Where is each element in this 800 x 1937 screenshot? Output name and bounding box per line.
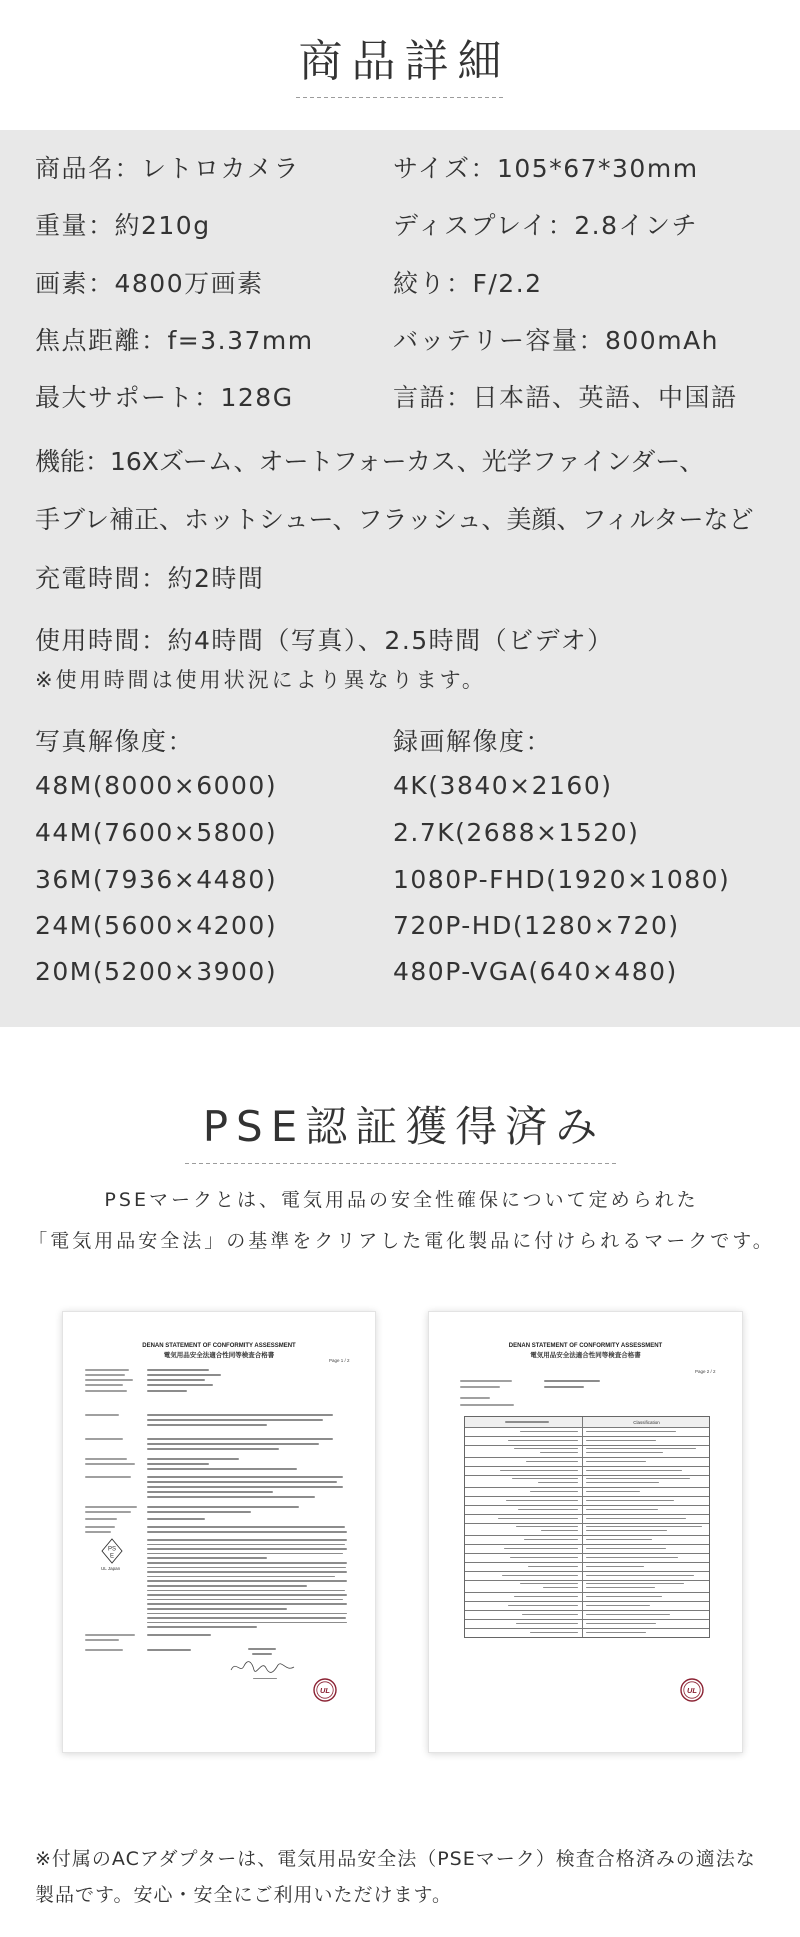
table-cell-text bbox=[508, 1605, 578, 1607]
spec-usage-time: 使用時間：約4時間（写真）、2.5時間（ビデオ） bbox=[35, 626, 614, 655]
table-cell-text bbox=[524, 1539, 578, 1541]
table-row-divider bbox=[465, 1487, 709, 1488]
video-resolution-item: 4K(3840×2160) bbox=[393, 771, 613, 800]
document-label-line bbox=[85, 1476, 131, 1478]
table-cell-text bbox=[586, 1500, 674, 1502]
document-heading: DENAN STATEMENT OF CONFORMITY ASSESSMENT bbox=[508, 1343, 663, 1349]
table-cell-text bbox=[500, 1470, 578, 1472]
document-text-line bbox=[147, 1590, 345, 1592]
document-text-line bbox=[147, 1496, 315, 1498]
photo-resolution-item: 48M(8000×6000) bbox=[35, 771, 278, 800]
table-cell-text bbox=[543, 1587, 578, 1589]
document-subheading: 電気用品安全法適合性同等検査合格書 bbox=[163, 1351, 275, 1359]
document-text-line bbox=[147, 1379, 205, 1381]
table-row-divider bbox=[465, 1535, 709, 1536]
video-resolution-item: 480P-VGA(640×480) bbox=[393, 957, 678, 986]
photo-resolution-item: 20M(5200×3900) bbox=[35, 957, 278, 986]
spec-weight: 重量：約210g bbox=[35, 211, 211, 240]
document-label-line bbox=[85, 1414, 119, 1416]
table-row-divider bbox=[465, 1496, 709, 1497]
document-text-line bbox=[544, 1380, 600, 1382]
table-cell-text bbox=[516, 1526, 578, 1528]
section-title-pse: PSE認証獲得済み bbox=[202, 1102, 606, 1151]
table-row-divider bbox=[465, 1619, 709, 1620]
document-text-line bbox=[147, 1649, 191, 1651]
table-cell-text bbox=[586, 1575, 694, 1577]
title-divider bbox=[185, 1163, 617, 1164]
document-label-line bbox=[85, 1639, 119, 1641]
table-cell-text bbox=[522, 1614, 578, 1616]
table-row-divider bbox=[465, 1505, 709, 1506]
document-text-line bbox=[147, 1390, 187, 1392]
table-cell-text bbox=[586, 1509, 658, 1511]
document-text-line bbox=[544, 1386, 584, 1388]
adapter-note-line-1: ※付属のACアダプターは、電気用品安全法（PSEマーク）検査合格済みの適法な bbox=[35, 1848, 756, 1870]
document-text-line bbox=[147, 1544, 345, 1546]
table-row-divider bbox=[465, 1466, 709, 1467]
table-cell-text bbox=[586, 1632, 646, 1634]
table-cell-text bbox=[586, 1623, 656, 1625]
conformity-statement-page-2 bbox=[428, 1311, 743, 1753]
document-text-line bbox=[147, 1511, 251, 1513]
document-label-line bbox=[460, 1397, 490, 1399]
table-cell-text bbox=[586, 1452, 663, 1454]
document-label-line bbox=[85, 1518, 117, 1520]
document-text-line bbox=[147, 1518, 205, 1520]
table-cell-text bbox=[586, 1440, 656, 1442]
ul-logo-icon bbox=[313, 1678, 337, 1702]
document-text-line bbox=[147, 1476, 343, 1478]
spec-usage-note: ※使用時間は使用状況により異なります。 bbox=[35, 668, 486, 692]
table-row-divider bbox=[465, 1553, 709, 1554]
photo-resolution-item: 24M(5600×4200) bbox=[35, 911, 278, 940]
photo-resolution-item: 44M(7600×5800) bbox=[35, 818, 278, 847]
pse-description-line-1: PSEマークとは、電気用品の安全性確保について定められた bbox=[104, 1189, 699, 1211]
table-cell-text bbox=[540, 1452, 578, 1454]
table-cell-text bbox=[528, 1566, 578, 1568]
document-text-line bbox=[147, 1608, 287, 1610]
photo-resolution-item: 36M(7936×4480) bbox=[35, 865, 278, 894]
table-row-divider bbox=[465, 1514, 709, 1515]
table-cell-text bbox=[586, 1491, 640, 1493]
spec-display: ディスプレイ：2.8インチ bbox=[393, 211, 699, 240]
table-row-divider bbox=[465, 1457, 709, 1458]
document-subheading: 電気用品安全法適合性同等検査合格書 bbox=[530, 1351, 641, 1359]
table-cell-text bbox=[506, 1500, 578, 1502]
table-cell-text bbox=[586, 1566, 644, 1568]
document-text-line bbox=[147, 1448, 279, 1450]
document-text-line bbox=[147, 1491, 273, 1493]
document-label-line bbox=[85, 1384, 123, 1386]
table-cell-text bbox=[530, 1632, 578, 1634]
ul-logo-letters: UL bbox=[687, 1685, 697, 1695]
document-heading: DENAN STATEMENT OF CONFORMITY ASSESSMENT bbox=[142, 1343, 296, 1349]
table-cell-text bbox=[586, 1482, 659, 1484]
document-label-line bbox=[85, 1506, 137, 1508]
document-label-line bbox=[85, 1374, 125, 1376]
table-cell-text bbox=[586, 1587, 655, 1589]
document-label-line bbox=[460, 1386, 500, 1388]
document-text-line bbox=[147, 1369, 209, 1371]
document-text-line bbox=[147, 1526, 345, 1528]
video-resolution-item: 2.7K(2688×1520) bbox=[393, 818, 640, 847]
table-cell-text bbox=[502, 1575, 578, 1577]
table-row-divider bbox=[465, 1571, 709, 1572]
table-cell-text bbox=[586, 1596, 662, 1598]
table-cell-text bbox=[586, 1605, 650, 1607]
document-text-line bbox=[147, 1486, 343, 1488]
table-row-divider bbox=[465, 1580, 709, 1581]
title-divider bbox=[296, 97, 506, 98]
table-row-divider bbox=[465, 1562, 709, 1563]
table-cell-text bbox=[514, 1596, 578, 1598]
document-text-line bbox=[147, 1622, 347, 1624]
spec-product-name: 商品名：レトロカメラ bbox=[35, 154, 301, 183]
adapter-note-line-2: 製品です。安心・安全にご利用いただけます。 bbox=[35, 1884, 452, 1906]
stamp-text-line bbox=[248, 1648, 276, 1650]
document-text-line bbox=[147, 1603, 347, 1605]
document-label-line bbox=[460, 1380, 512, 1382]
document-text-line bbox=[147, 1384, 213, 1386]
table-cell-text bbox=[541, 1530, 578, 1532]
table-cell-text bbox=[518, 1509, 578, 1511]
table-header-text bbox=[505, 1421, 549, 1423]
document-text-line bbox=[147, 1506, 299, 1508]
table-cell-text bbox=[538, 1482, 578, 1484]
spec-focal-length: 焦点距離：f=3.37mm bbox=[35, 326, 314, 355]
spec-charging-time: 充電時間：約2時間 bbox=[35, 564, 265, 593]
table-cell-text bbox=[586, 1583, 684, 1585]
pse-mark-label: UL Japan bbox=[101, 1566, 121, 1571]
document-page-number: Page 1 / 2 bbox=[329, 1358, 350, 1363]
table-cell-text bbox=[508, 1440, 578, 1442]
table-cell-text bbox=[520, 1583, 578, 1585]
table-cell-text bbox=[586, 1431, 676, 1433]
table-row-divider bbox=[465, 1445, 709, 1446]
table-cell-text bbox=[510, 1557, 578, 1559]
table-cell-text bbox=[586, 1530, 667, 1532]
document-text-line bbox=[147, 1468, 297, 1470]
document-text-line bbox=[147, 1617, 346, 1619]
pse-mark-icon bbox=[101, 1538, 123, 1564]
video-resolution-heading: 録画解像度： bbox=[393, 727, 553, 756]
table-cell-text bbox=[586, 1478, 690, 1480]
document-label-line bbox=[85, 1634, 135, 1636]
document-label-line bbox=[85, 1463, 135, 1465]
document-label-line bbox=[85, 1531, 111, 1533]
spec-pixels: 画素：4800万画素 bbox=[35, 269, 264, 298]
document-text-line bbox=[147, 1539, 347, 1541]
document-text-line bbox=[147, 1419, 323, 1421]
spec-size: サイズ：105*67*30mm bbox=[393, 154, 699, 183]
spec-battery: バッテリー容量：800mAh bbox=[393, 326, 720, 355]
table-row-divider bbox=[465, 1592, 709, 1593]
table-cell-text bbox=[586, 1557, 678, 1559]
table-row-divider bbox=[465, 1628, 709, 1629]
stamp-text-line bbox=[252, 1653, 272, 1655]
document-text-line bbox=[147, 1553, 343, 1555]
pse-description-line-2: 「電気用品安全法」の基準をクリアした電化製品に付けられるマークです。 bbox=[28, 1230, 775, 1252]
document-text-line bbox=[147, 1580, 347, 1582]
document-label-line bbox=[85, 1526, 115, 1528]
spec-max-support: 最大サポート：128G bbox=[35, 383, 294, 412]
document-text-line bbox=[147, 1634, 211, 1636]
signature-icon bbox=[228, 1656, 300, 1678]
document-text-line bbox=[147, 1557, 267, 1559]
table-cell-text bbox=[586, 1518, 686, 1520]
document-text-line bbox=[147, 1458, 239, 1460]
ul-logo-letters: UL bbox=[320, 1685, 330, 1695]
table-row-divider bbox=[465, 1475, 709, 1476]
document-text-line bbox=[147, 1626, 257, 1628]
document-label-line bbox=[85, 1458, 127, 1460]
table-cell-text bbox=[498, 1518, 578, 1520]
photo-resolution-heading: 写真解像度： bbox=[35, 727, 195, 756]
spec-features-line-2: 手ブレ補正、ホットシュー、フラッシュ、美顔、フィルターなど bbox=[35, 505, 754, 534]
document-label-line bbox=[85, 1649, 123, 1651]
document-text-line bbox=[147, 1438, 333, 1440]
table-cell-text bbox=[516, 1623, 578, 1625]
classification-table bbox=[464, 1416, 710, 1638]
ul-logo-icon bbox=[680, 1678, 704, 1702]
document-label-line bbox=[85, 1369, 129, 1371]
table-cell-text bbox=[586, 1548, 666, 1550]
table-cell-text bbox=[514, 1448, 578, 1450]
document-text-line bbox=[147, 1576, 335, 1578]
document-label-line bbox=[85, 1379, 133, 1381]
spec-language: 言語：日本語、英語、中国語 bbox=[393, 383, 738, 412]
document-text-line bbox=[147, 1481, 337, 1483]
table-cell-text bbox=[586, 1470, 682, 1472]
document-page-number: Page 2 / 2 bbox=[695, 1369, 716, 1374]
pse-mark-letters-top: PS bbox=[107, 1546, 117, 1553]
document-text-line bbox=[147, 1599, 343, 1601]
document-text-line bbox=[147, 1374, 221, 1376]
document-label-line bbox=[460, 1404, 514, 1406]
document-text-line bbox=[147, 1567, 346, 1569]
video-resolution-item: 720P-HD(1280×720) bbox=[393, 911, 680, 940]
document-text-line bbox=[147, 1443, 319, 1445]
document-label-line bbox=[85, 1438, 123, 1440]
document-label-line bbox=[85, 1390, 127, 1392]
table-cell-text bbox=[586, 1539, 652, 1541]
document-text-line bbox=[147, 1562, 347, 1564]
table-row-divider bbox=[465, 1610, 709, 1611]
conformity-statement-page-1 bbox=[62, 1311, 376, 1753]
table-cell-text bbox=[586, 1614, 670, 1616]
document-text-line bbox=[147, 1571, 347, 1573]
document-text-line bbox=[147, 1585, 307, 1587]
document-text-line bbox=[147, 1424, 267, 1426]
document-text-line bbox=[147, 1414, 333, 1416]
document-label-line bbox=[85, 1511, 131, 1513]
document-text-line bbox=[147, 1548, 347, 1550]
stamp-text-line bbox=[253, 1678, 277, 1679]
table-cell-text bbox=[530, 1491, 578, 1493]
table-row-divider bbox=[465, 1601, 709, 1602]
table-cell-text bbox=[586, 1461, 646, 1463]
table-row-divider bbox=[465, 1544, 709, 1545]
table-header-classification: Classification bbox=[633, 1419, 660, 1425]
table-row-divider bbox=[465, 1427, 709, 1428]
table-cell-text bbox=[520, 1431, 578, 1433]
table-column-divider bbox=[582, 1417, 583, 1637]
document-text-line bbox=[147, 1613, 347, 1615]
spec-aperture: 絞り：F/2.2 bbox=[393, 269, 543, 298]
table-row-divider bbox=[465, 1523, 709, 1524]
document-text-line bbox=[147, 1594, 347, 1596]
video-resolution-item: 1080P-FHD(1920×1080) bbox=[393, 865, 731, 894]
table-row-divider bbox=[465, 1436, 709, 1437]
document-text-line bbox=[147, 1531, 347, 1533]
table-cell-text bbox=[586, 1448, 696, 1450]
spec-features-line-1: 機能：16Xズーム、オートフォーカス、光学ファインダー、 bbox=[35, 447, 705, 476]
table-cell-text bbox=[512, 1478, 578, 1480]
spec-panel bbox=[0, 130, 800, 1027]
table-cell-text bbox=[504, 1548, 578, 1550]
section-title-product-details: 商品詳細 bbox=[298, 36, 511, 87]
table-cell-text bbox=[526, 1461, 578, 1463]
table-cell-text bbox=[586, 1526, 702, 1528]
document-text-line bbox=[147, 1463, 209, 1465]
pse-mark-letters-bottom: E bbox=[109, 1553, 115, 1560]
